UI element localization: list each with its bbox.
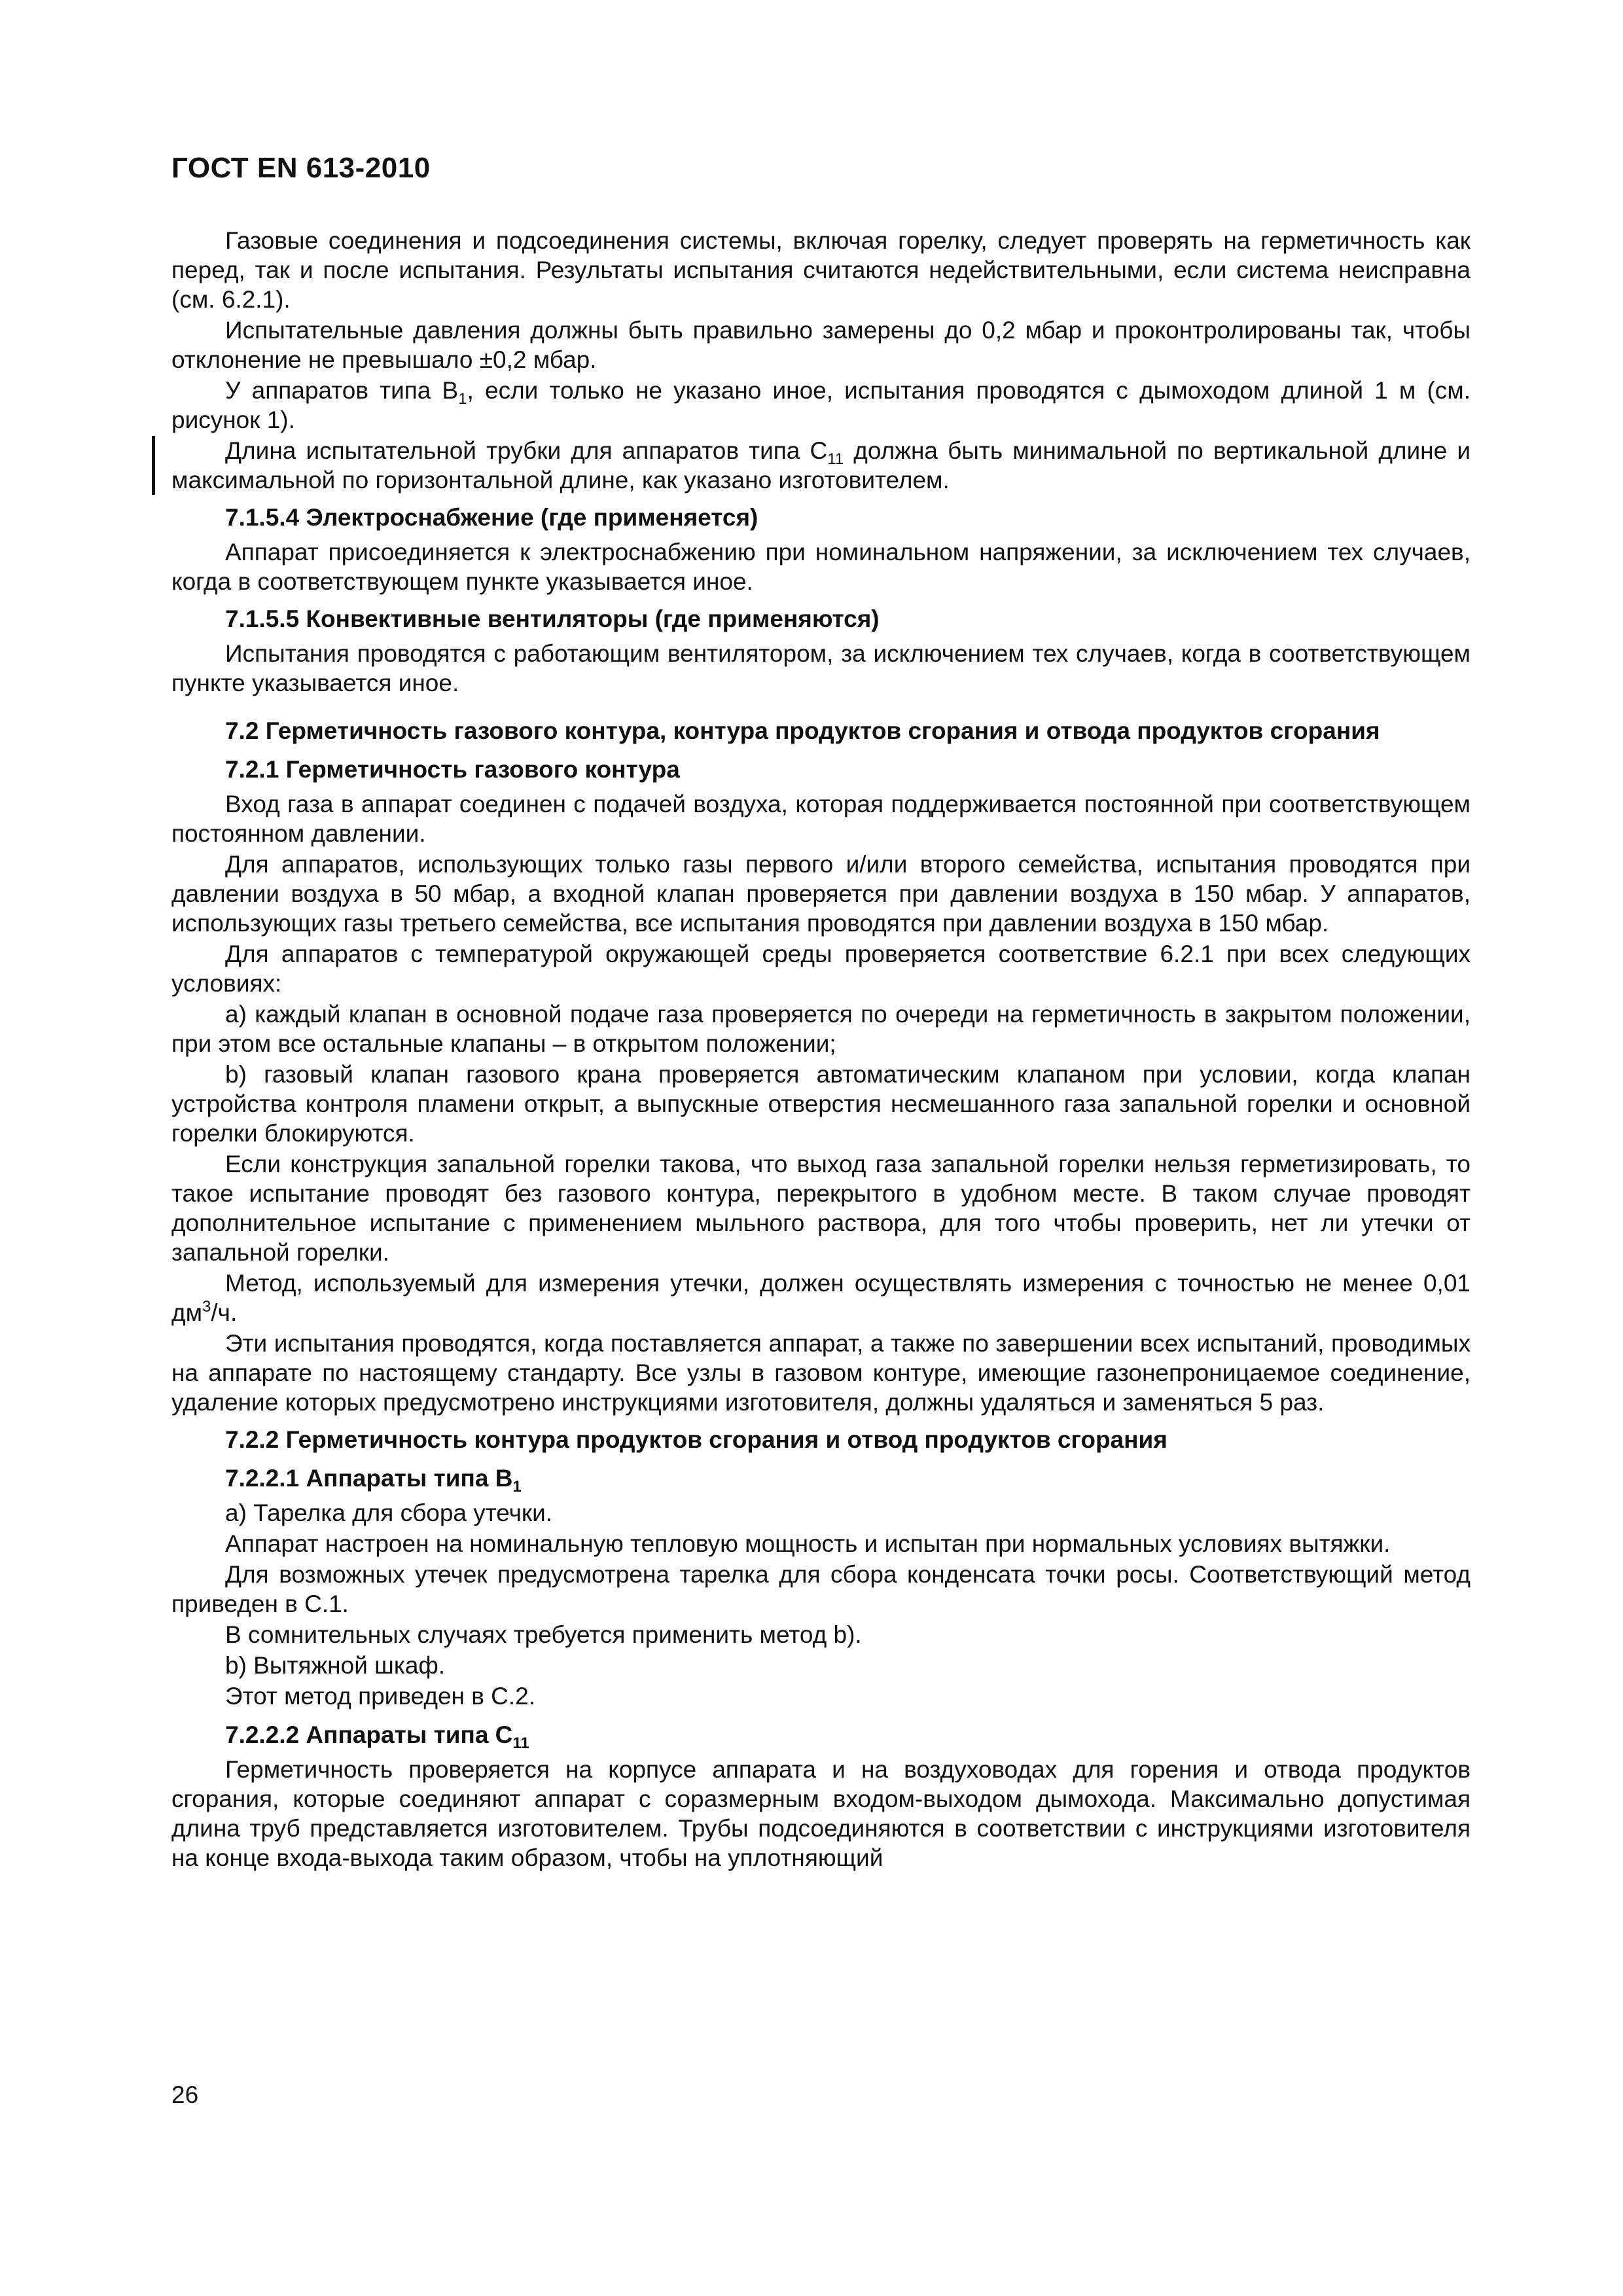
section-heading [171,1463,1471,1496]
paragraph: Аппарат настроен на номинальную тепловую мощность и испытан при нормальных условиях вытяжки. [225,1530,1391,1557]
paragraph: Испытания проводятся с работающим вентилятором, за исключением тех случаев, когда в соответствующем пункте указывается иное. [171,640,1471,696]
paragraph: Газовые соединения и подсоединения системы, включая горелку, следует проверять на герметичность как перед, так и после испытания. Результаты испытания считаются недействительными, если система неисправна (см. 6.2.1). [171,227,1471,313]
text-run: Длина испытательной трубки для аппаратов типа С [225,437,828,464]
paragraph: Эти испытания проводятся, когда поставляется аппарат, а также по завершении всех испытаний, проводимых на аппарате по настоящему стандарту. Все узлы в газовом контуре, имеющие газонепроницаемое соединение, удаление которых предусмотрено инструкциями изготовителя, должны удаляться и заменяться 5 раз. [171,1330,1471,1416]
paragraph: Если конструкция запальной горелки такова, что выход газа запальной горелки нельзя герметизировать, то такое испытание проводят без газового контура, перекрытого в удобном месте. В таком случае проводят дополнительное испытание с применением мыльного раствора, для того чтобы проверить, нет ли утечки от запальной горелки. [171,1151,1471,1266]
change-bar [152,436,155,495]
subscript: 1 [458,390,467,408]
paragraph: Для аппаратов с температурой окружающей среды проверяется соответствие 6.2.1 при всех следующих условиях: [171,941,1471,997]
section-heading: 7.2.1 Герметичность газового контура [225,756,680,783]
text-run: должна быть минимальной по вертикальной длине и максимальной по горизонтальной длине, как указано изготовителем. [171,437,1471,493]
text-run: , если только не указано иное, испытания проводятся с дымоходом длиной 1 м (см. рисунок 1). [171,377,1471,433]
paragraph [171,436,1471,495]
document-header: ГОСТ EN 613-2010 [171,152,431,184]
text-run: У аппаратов типа В [225,377,459,404]
section-heading: 7.1.5.4 Электроснабжение (где применяется) [225,504,758,531]
list-item: b) Вытяжной шкаф. [225,1652,446,1679]
subscript: 11 [512,1734,529,1752]
paragraph: Герметичность проверяется на корпусе аппарата и на воздуховодах для горения и отвода продуктов сгорания, которые соединяют аппарат с соразмерным входом-выходом дымохода. Максимально допустимая длина труб представляется изготовителем. Трубы подсоединяются в соответствии с инструкциями изготовителя на конце входа-выхода таким образом, чтобы на уплотняющий [171,1756,1471,1871]
subscript: 1 [512,1478,522,1496]
text-run: /ч. [211,1299,238,1326]
text-run: 7.2.2.1 Аппараты типа В [225,1465,513,1492]
text-run: Метод, используемый для измерения утечки, должен осуществлять измерения с точностью не менее 0,01 дм [171,1270,1471,1326]
document-body [171,226,1471,1874]
superscript: 3 [202,1298,211,1316]
list-item: b) газовый клапан газового крана проверяется автоматическим клапаном при условии, когда клапан устройства контроля пламени открыт, а выпускные отверстия несмешанного газа запальной горелки и основной горелки блокируются. [171,1061,1471,1147]
list-item: a) Тарелка для сбора утечки. [225,1499,553,1526]
paragraph: Этот метод приведен в С.2. [225,1683,536,1710]
section-heading: 7.2.2 Герметичность контура продуктов сгорания и отвод продуктов сгорания [225,1426,1168,1453]
revision-block [171,436,1471,495]
paragraph: Испытательные давления должны быть правильно замерены до 0,2 мбар и проконтролированы так, чтобы отклонение не превышало ±0,2 мбар. [171,317,1471,373]
paragraph [171,1268,1471,1327]
paragraph: Аппарат присоединяется к электроснабжению при номинальном напряжении, за исключением тех случаев, когда в соответствующем пункте указывается иное. [171,539,1471,595]
paragraph: Вход газа в аппарат соединен с подачей воздуха, которая поддерживается постоянной при соответствующем постоянном давлении. [171,791,1471,847]
paragraph [171,376,1471,435]
paragraph: В сомнительных случаях требуется применить метод b). [225,1621,862,1648]
list-item: a) каждый клапан в основной подаче газа проверяется по очереди на герметичность в закрытом положении, при этом все остальные клапаны – в открытом положении; [171,1001,1471,1057]
section-heading: 7.2 Герметичность газового контура, контура продуктов сгорания и отвода продуктов сгорания [225,717,1380,744]
section-heading: 7.1.5.5 Конвективные вентиляторы (где применяются) [225,605,880,632]
text-run: 7.2.2.2 Аппараты типа С [225,1721,513,1748]
paragraph: Для возможных утечек предусмотрена тарелка для сбора конденсата точки росы. Соответствующий метод приведен в С.1. [171,1561,1471,1617]
section-heading [171,1720,1471,1752]
subscript: 11 [827,450,844,468]
page-number: 26 [171,2081,199,2108]
paragraph: Для аппаратов, использующих только газы первого и/или второго семейства, испытания проводятся при давлении воздуха в 50 мбар, а входной клапан проверяется при давлении воздуха в 150 мбар. У аппаратов, использующих газы третьего семейства, все испытания проводятся при давлении воздуха в 150 мбар. [171,851,1471,937]
